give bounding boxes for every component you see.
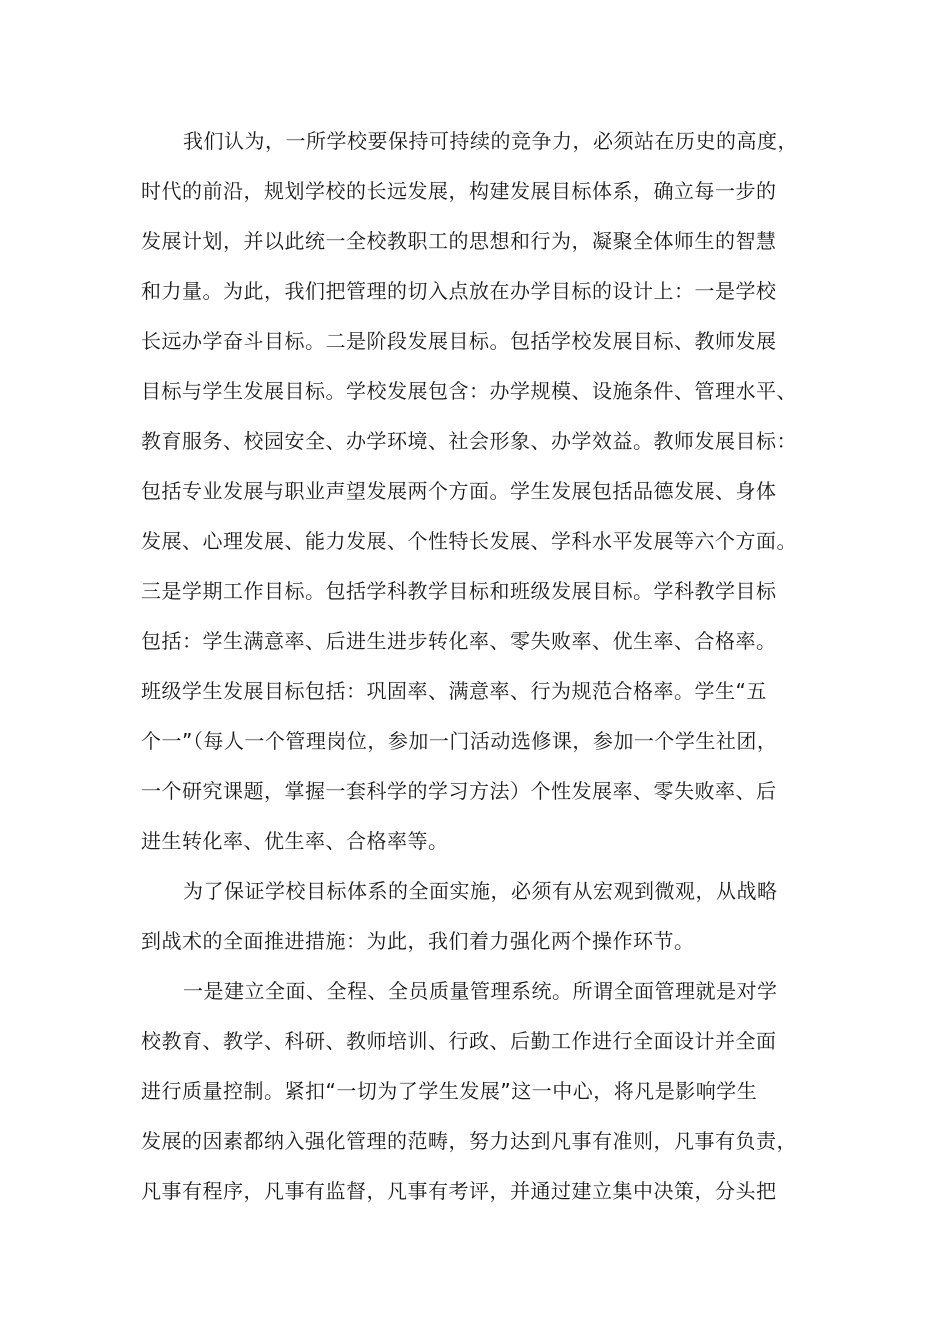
paragraph-1-line-3: 发展计划，并以此统一全校教职工的思想和行为，凝聚全体师生的智慧 bbox=[141, 229, 777, 253]
paragraph-1-line-14: 一个研究课题，掌握一套科学的学习方法）个性发展率、零失败率、后 bbox=[141, 779, 777, 803]
paragraph-1-line-6: 目标与学生发展目标。学校发展包含：办学规模、设施条件、管理水平、 bbox=[141, 379, 797, 403]
body-text bbox=[141, 124, 811, 1224]
paragraph-2-line-1: 为了保证学校目标体系的全面实施，必须有从宏观到微观，从战略 bbox=[183, 879, 778, 903]
paragraph-3-line-1: 一是建立全面、全程、全员质量管理系统。所谓全面管理就是对学 bbox=[183, 979, 778, 1003]
paragraph-1-line-9: 发展、心理发展、能力发展、个性特长发展、学科水平发展等六个方面。 bbox=[141, 529, 797, 553]
paragraph-1-line-13: 个一”（每人一个管理岗位，参加一门活动选修课，参加一个学生社团， bbox=[141, 729, 778, 753]
paragraph-1-line-12: 班级学生发展目标包括：巩固率、满意率、行为规范合格率。学生“五 bbox=[141, 679, 767, 703]
paragraph-1-line-5: 长远办学奋斗目标。二是阶段发展目标。包括学校发展目标、教师发展 bbox=[141, 329, 777, 353]
paragraph-1-line-11: 包括：学生满意率、后进生进步转化率、零失败率、优生率、合格率。 bbox=[141, 629, 777, 653]
paragraph-3-line-2: 校教育、教学、科研、教师培训、行政、后勤工作进行全面设计并全面 bbox=[141, 1029, 777, 1053]
paragraph-3-line-3: 进行质量控制。紧扣“一切为了学生发展”这一中心，将凡是影响学生 bbox=[141, 1079, 758, 1103]
paragraph-1-line-10: 三是学期工作目标。包括学科教学目标和班级发展目标。学科教学目标 bbox=[141, 579, 777, 603]
paragraph-1-line-15: 进生转化率、优生率、合格率等。 bbox=[141, 829, 449, 853]
paragraph-1-line-8: 包括专业发展与职业声望发展两个方面。学生发展包括品德发展、身体 bbox=[141, 479, 777, 503]
paragraph-1-line-7: 教育服务、校园安全、办学环境、社会形象、办学效益。教师发展目标： bbox=[141, 429, 797, 453]
paragraph-1-line-1: 我们认为，一所学校要保持可持续的竞争力，必须站在历史的高度， bbox=[183, 129, 798, 153]
paragraph-1-line-4: 和力量。为此，我们把管理的切入点放在办学目标的设计上：一是学校 bbox=[141, 279, 777, 303]
paragraph-1-line-2: 时代的前沿，规划学校的长远发展，构建发展目标体系，确立每一步的 bbox=[141, 179, 777, 203]
paragraph-2-line-2: 到战术的全面推进措施：为此，我们着力强化两个操作环节。 bbox=[141, 929, 695, 953]
paragraph-3-line-5: 凡事有程序，凡事有监督，凡事有考评，并通过建立集中决策，分头把 bbox=[141, 1179, 777, 1203]
paragraph-3-line-4: 发展的因素都纳入强化管理的范畴，努力达到凡事有准则，凡事有负责， bbox=[141, 1129, 797, 1153]
